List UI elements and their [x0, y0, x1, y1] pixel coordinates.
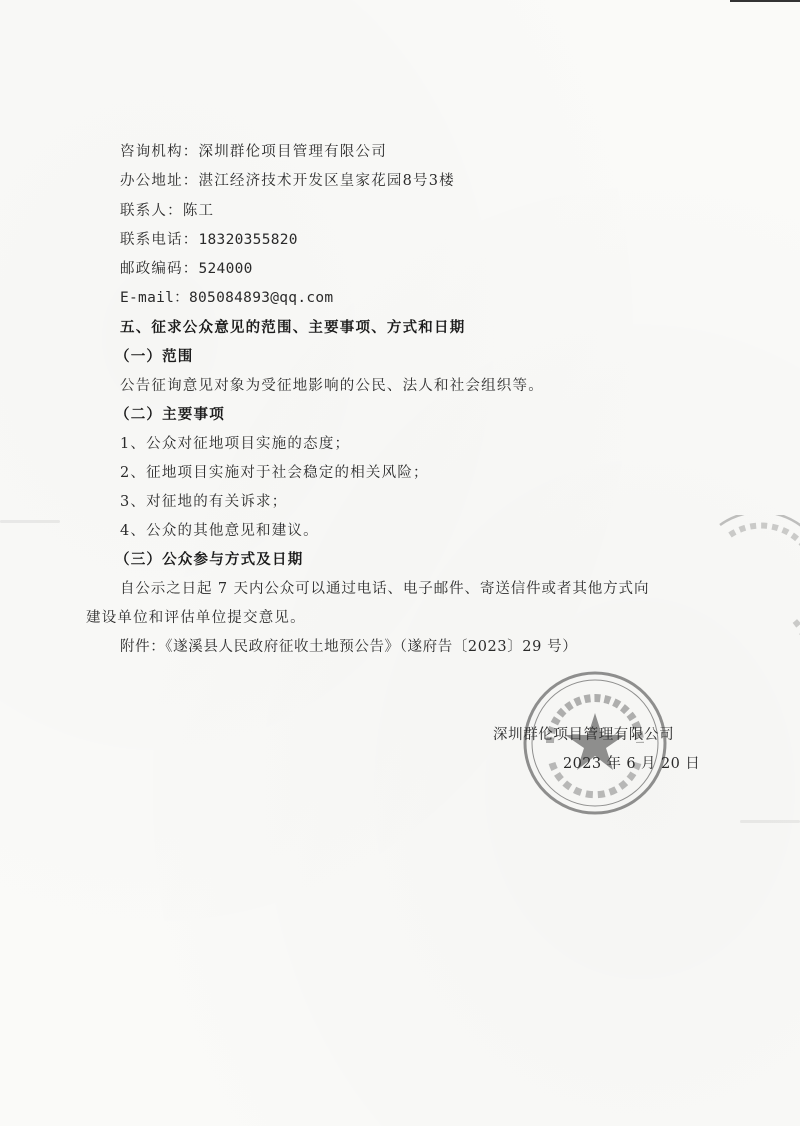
contact-person-value: 陈工	[182, 203, 215, 219]
postcode-label: 邮政编码：	[120, 261, 199, 277]
scan-artifact	[740, 820, 800, 823]
list-item: 4、公众的其他意见和建议。	[120, 523, 319, 539]
subsection-heading-matters: （二）主要事项	[115, 406, 225, 423]
attachment-line: 附件：《遂溪县人民政府征收土地预公告》（遂府告〔2023〕29 号）	[120, 639, 578, 655]
signature-company: 深圳群伦项目管理有限公司	[493, 727, 675, 743]
list-item: 2、征地项目实施对于社会稳定的相关风险；	[120, 465, 429, 481]
email-label: E-mail：	[120, 290, 189, 306]
phone-row	[120, 228, 298, 249]
address-row	[120, 169, 455, 190]
subsection-heading-scope: （一）范围	[115, 348, 194, 365]
contact-person-row	[120, 199, 214, 220]
contact-person-label: 联系人：	[120, 203, 183, 219]
faint-seal-imprint-icon	[700, 515, 800, 645]
email-row	[120, 286, 333, 307]
list-item: 1、公众对征地项目实施的态度；	[120, 436, 351, 452]
agency-value: 深圳群伦项目管理有限公司	[198, 144, 387, 160]
postcode-value: 524000	[198, 261, 253, 277]
list-item: 3、对征地的有关诉求；	[120, 494, 288, 510]
address-label: 办公地址：	[120, 173, 199, 189]
participation-text-line1: 自公示之日起 7 天内公众可以通过电话、电子邮件、寄送信件或者其他方式向	[120, 581, 650, 597]
email-value: 805084893@qq.com	[188, 290, 334, 306]
agency-row	[120, 140, 387, 161]
subsection-heading-participation: （三）公众参与方式及日期	[115, 551, 304, 568]
top-edge-rule	[730, 0, 800, 2]
phone-label: 联系电话：	[120, 232, 199, 248]
section-heading: 五、征求公众意见的范围、主要事项、方式和日期	[120, 319, 466, 336]
signature-date: 2023 年 6 月 20 日	[563, 756, 701, 772]
scan-artifact	[0, 520, 60, 523]
agency-label: 咨询机构：	[120, 144, 199, 160]
phone-value: 18320355820	[198, 232, 298, 248]
postcode-row	[120, 257, 253, 278]
address-value: 湛江经济技术开发区皇家花园8号3楼	[198, 173, 455, 189]
participation-text-line2: 建设单位和评估单位提交意见。	[86, 610, 306, 626]
scope-text: 公告征询意见对象为受征地影响的公民、法人和社会组织等。	[120, 378, 544, 394]
